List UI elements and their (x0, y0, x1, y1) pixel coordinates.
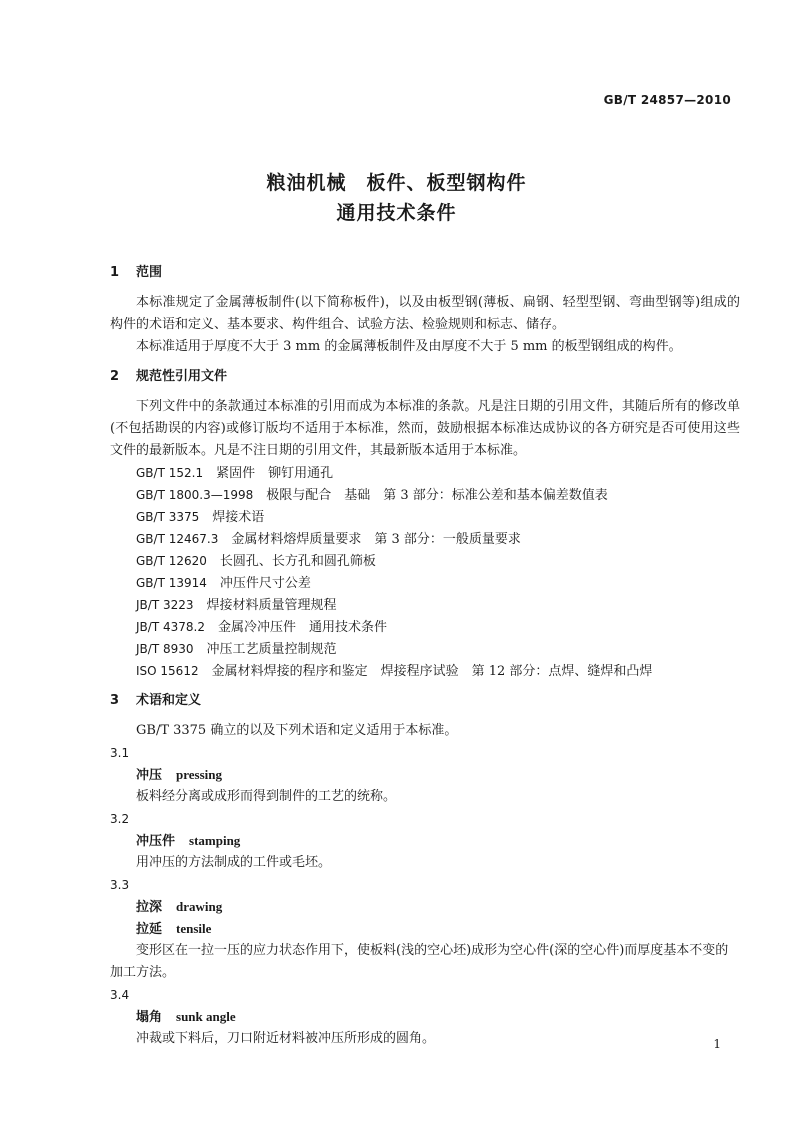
section-number: 3 (110, 693, 120, 708)
term-zh: 拉深 (136, 900, 163, 915)
term-heading (110, 1006, 740, 1028)
reference-title: 金属冷冲压件 通用技术条件 (217, 620, 387, 635)
reference-title: 焊接术语 (212, 510, 265, 525)
reference-code: GB/T 12620 (136, 554, 207, 568)
term-en: pressing (176, 767, 223, 782)
reference-item (110, 594, 740, 616)
reference-title: 冲压件尺寸公差 (219, 576, 311, 591)
reference-code: GB/T 152.1 (136, 466, 204, 480)
reference-title: 极限与配合 基础 第 3 部分：标准公差和基本偏差数值表 (266, 488, 608, 503)
section-heading-refs (110, 366, 740, 388)
term-en: tensile (176, 921, 212, 936)
document-title-line1: 粮油机械 板件、板型钢构件 (266, 172, 527, 194)
reference-code: GB/T 1800.3—1998 (136, 488, 254, 502)
reference-item (110, 616, 740, 638)
term-heading (110, 830, 740, 852)
section-heading-terms (110, 690, 740, 712)
term-en: stamping (189, 833, 241, 848)
reference-code: ISO 15612 (136, 664, 199, 678)
reference-code: GB/T 12467.3 (136, 532, 219, 546)
reference-list (110, 462, 740, 682)
section-heading-scope (110, 262, 740, 284)
reference-item (110, 660, 740, 682)
reference-title: 金属材料熔焊质量要求 第 3 部分：一般质量要求 (231, 532, 521, 547)
reference-item (110, 528, 740, 550)
term-definition: 板料经分离或成形而得到制件的工艺的统称。 (136, 789, 397, 804)
term-zh: 拉延 (136, 922, 163, 937)
term-heading-synonym (110, 918, 740, 940)
term-definition: 用冲压的方法制成的工件或毛坯。 (136, 855, 332, 870)
section-title: 术语和定义 (136, 693, 202, 708)
term-definition: 冲裁或下料后，刀口附近材料被冲压所形成的圆角。 (136, 1031, 436, 1046)
standard-code: GB/T 24857—2010 (603, 93, 731, 107)
reference-code: JB/T 3223 (136, 598, 194, 612)
reference-item (110, 550, 740, 572)
reference-code: JB/T 4378.2 (136, 620, 205, 634)
reference-title: 金属材料焊接的程序和鉴定 焊接程序试验 第 12 部分：点焊、缝焊和凸焊 (211, 664, 653, 679)
reference-item (110, 462, 740, 484)
term-definition: 变形区在一拉一压的应力状态作用下，使板料(浅的空心坯)成形为空心件(深的空心件)而厚度基本不变的加工方法。 (110, 943, 729, 980)
term-zh: 塌角 (136, 1010, 163, 1025)
section-title: 范围 (136, 265, 163, 280)
reference-item (110, 484, 740, 506)
reference-item (110, 506, 740, 528)
page-number: 1 (713, 1037, 721, 1051)
scope-paragraph-1: 本标准规定了金属薄板制件(以下简称板件)，以及由板型钢(薄板、扁钢、轻型型钢、弯曲型钢等)组成的构件的术语和定义、基本要求、构件组合、试验方法、检验规则和标志、储存。 (110, 295, 740, 332)
terms-intro-paragraph: GB/T 3375 确立的以及下列术语和定义适用于本标准。 (136, 723, 458, 738)
term-number: 3.3 (110, 878, 130, 892)
reference-code: GB/T 3375 (136, 510, 200, 524)
reference-code: GB/T 13914 (136, 576, 207, 590)
reference-code: JB/T 8930 (136, 642, 194, 656)
reference-item (110, 572, 740, 594)
term-number: 3.1 (110, 746, 130, 760)
term-heading (110, 764, 740, 786)
section-number: 2 (110, 369, 120, 384)
document-body (110, 262, 740, 1050)
scope-paragraph-2: 本标准适用于厚度不大于 3 mm 的金属薄板制件及由厚度不大于 5 mm 的板型钢组成的构件。 (136, 339, 682, 354)
reference-title: 冲压工艺质量控制规范 (206, 642, 337, 657)
section-number: 1 (110, 265, 120, 280)
term-heading (110, 896, 740, 918)
term-number: 3.2 (110, 812, 130, 826)
reference-title: 紧固件 铆钉用通孔 (216, 466, 334, 481)
term-zh: 冲压件 (136, 834, 176, 849)
reference-title: 焊接材料质量管理规程 (206, 598, 337, 613)
reference-title: 长圆孔、长方孔和圆孔筛板 (219, 554, 376, 569)
term-en: drawing (176, 899, 223, 914)
section-title: 规范性引用文件 (136, 369, 228, 384)
term-number: 3.4 (110, 988, 130, 1002)
refs-intro-paragraph: 下列文件中的条款通过本标准的引用而成为本标准的条款。凡是注日期的引用文件，其随后所有的修改单(不包括勘误的内容)或修订版均不适用于本标准，然而，鼓励根据本标准达成协议的各方研究是否可使用这些文件的最新版本。凡是不注日期的引用文件，其最新版本适用于本标准。 (110, 399, 740, 458)
document-title-line2: 通用技术条件 (336, 202, 457, 224)
reference-item (110, 638, 740, 660)
term-en: sunk angle (176, 1009, 236, 1024)
term-zh: 冲压 (136, 768, 163, 783)
